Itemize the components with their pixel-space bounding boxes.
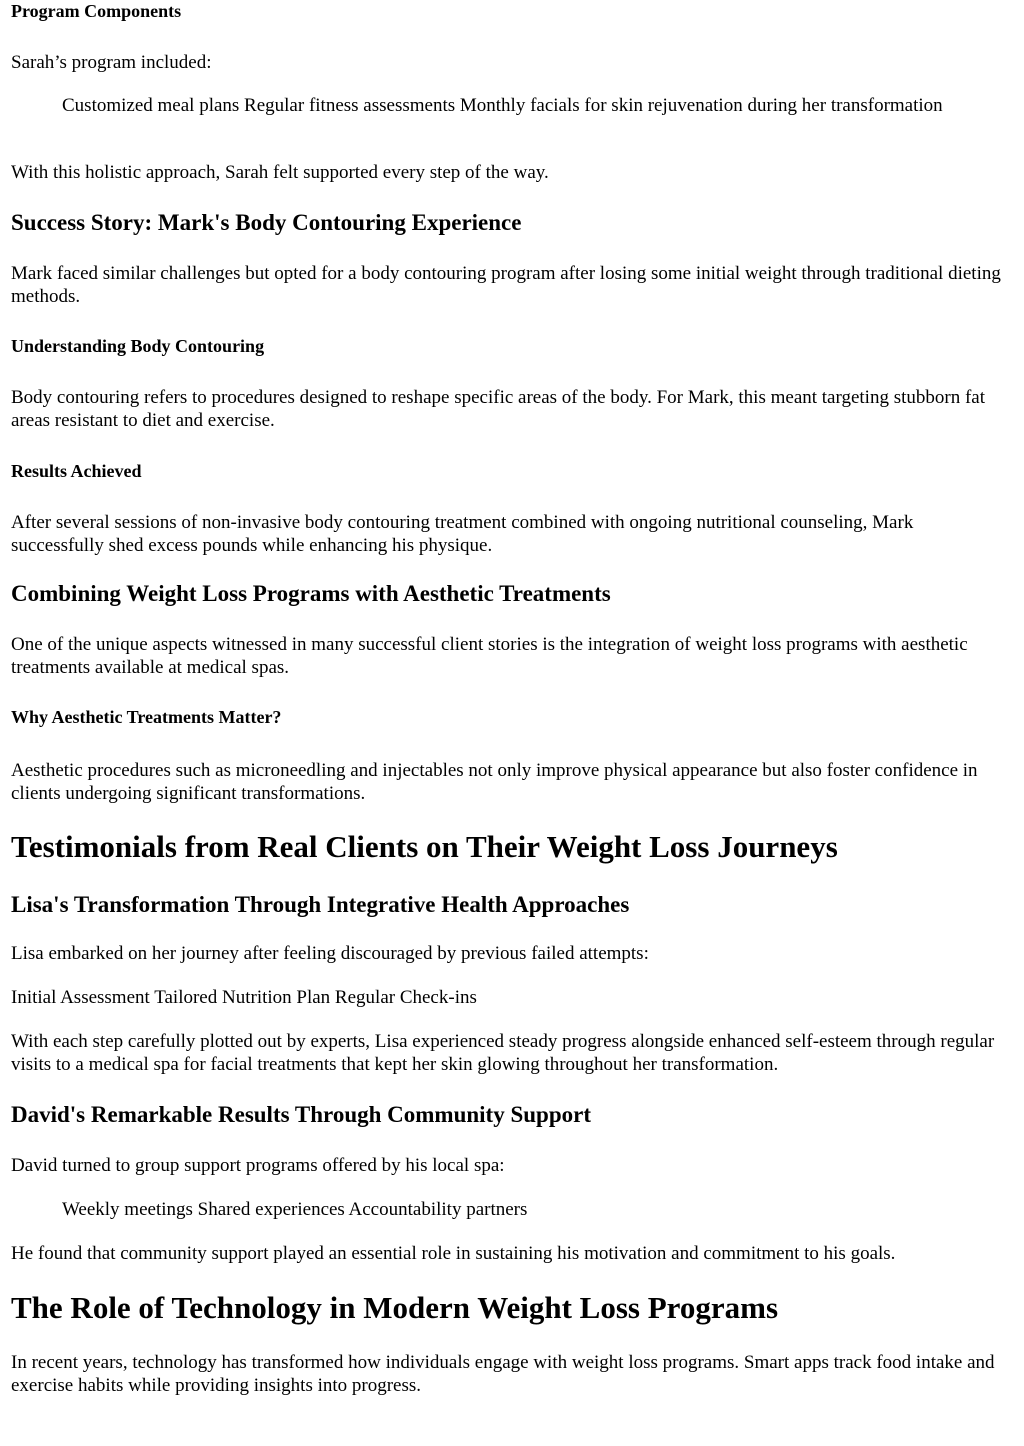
paragraph-lisa-progress: With each step carefully plotted out by experts, Lisa experienced steady progress alongside enhanced self-esteem through regular visits to a medical spa for facial treatments that kept her skin glowing throughout her transformation.: [11, 1031, 995, 1075]
heading-understanding-body-contouring: Understanding Body Contouring: [11, 336, 265, 356]
heading-program-components: Program Components: [11, 1, 182, 21]
heading-role-of-technology: The Role of Technology in Modern Weight Loss Programs: [11, 1290, 779, 1325]
paragraph-mark-results: After several sessions of non-invasive body contouring treatment combined with ongoing nutritional counseling, Mark successfully shed excess pounds while enhancing his physique.: [11, 512, 914, 556]
paragraph-aesthetic-procedures: Aesthetic procedures such as microneedling and injectables not only improve physical appearance but also foster confidence in clients undergoing significant transformations.: [11, 760, 978, 804]
paragraph-lisa-steps: Initial Assessment Tailored Nutrition Plan Regular Check-ins: [11, 987, 477, 1008]
paragraph-integration: One of the unique aspects witnessed in many successful client stories is the integration of weight loss programs with aesthetic treatments available at medical spas.: [11, 634, 968, 678]
paragraph-david-intro: David turned to group support programs offered by his local spa:: [11, 1155, 505, 1176]
heading-results-achieved: Results Achieved: [11, 461, 142, 481]
heading-testimonials: Testimonials from Real Clients on Their Weight Loss Journeys: [11, 829, 838, 864]
heading-david-results: David's Remarkable Results Through Community Support: [11, 1102, 591, 1127]
blockquote-david-support-items: Weekly meetings Shared experiences Accountability partners: [62, 1199, 528, 1220]
paragraph-lisa-intro: Lisa embarked on her journey after feeling discouraged by previous failed attempts:: [11, 943, 649, 964]
paragraph-technology: In recent years, technology has transformed how individuals engage with weight loss programs. Smart apps track food intake and exercise habits while providing insights into progress.: [11, 1352, 995, 1396]
blockquote-sarah-program-items: Customized meal plans Regular fitness assessments Monthly facials for skin rejuvenation during her transformation: [62, 95, 943, 116]
paragraph-sarah-holistic: With this holistic approach, Sarah felt supported every step of the way.: [11, 162, 549, 183]
heading-combining-programs: Combining Weight Loss Programs with Aesthetic Treatments: [11, 581, 611, 606]
paragraph-body-contouring-definition: Body contouring refers to procedures designed to reshape specific areas of the body. For Mark, this meant targeting stubborn fat areas resistant to diet and exercise.: [11, 387, 986, 431]
paragraph-sarah-program-intro: Sarah’s program included:: [11, 52, 212, 73]
heading-why-aesthetic-treatments: Why Aesthetic Treatments Matter?: [11, 707, 282, 727]
heading-lisa-transformation: Lisa's Transformation Through Integrative Health Approaches: [11, 892, 630, 917]
paragraph-david-community: He found that community support played an essential role in sustaining his motivation and commitment to his goals.: [11, 1243, 896, 1264]
heading-mark-success-story: Success Story: Mark's Body Contouring Experience: [11, 210, 522, 235]
paragraph-mark-intro: Mark faced similar challenges but opted for a body contouring program after losing some initial weight through traditional dieting methods.: [11, 263, 1001, 307]
